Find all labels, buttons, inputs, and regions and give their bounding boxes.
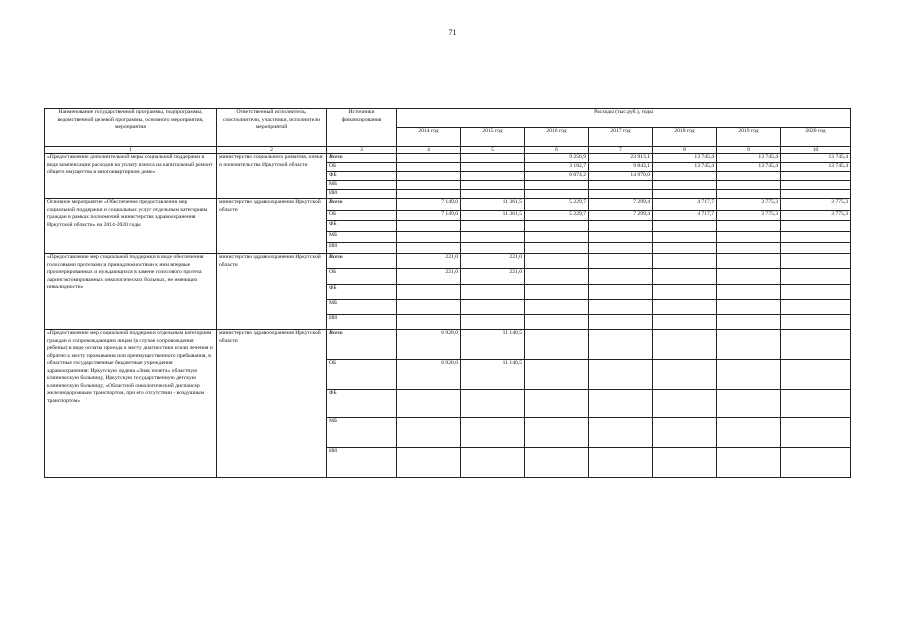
- expense-value-cell: [589, 181, 653, 190]
- expense-value-cell: [397, 172, 461, 181]
- expense-value-cell: 5 229,7: [525, 211, 589, 221]
- expense-value-cell: [781, 448, 851, 478]
- expense-value-cell: [397, 315, 461, 330]
- expense-value-cell: [653, 285, 717, 300]
- expense-value-cell: [589, 448, 653, 478]
- expense-value-cell: [653, 181, 717, 190]
- column-number: 6: [525, 147, 589, 154]
- header-year-2015: 2015 год: [461, 128, 525, 147]
- expense-value-cell: [653, 418, 717, 448]
- header-year-2014: 2014 год: [397, 128, 461, 147]
- header-program-name: Наименование государственной программы, подпрограммы, ведомственной целевой программы, основного мероприятия, мероприятия: [45, 109, 217, 147]
- expense-value-cell: [717, 390, 781, 418]
- table-row: [45, 330, 851, 360]
- column-number: 5: [461, 147, 525, 154]
- responsible-cell: министерство здравоохранения Иркутской области: [217, 330, 327, 478]
- column-number: 7: [589, 147, 653, 154]
- expense-value-cell: [461, 300, 525, 315]
- expense-value-cell: [525, 221, 589, 232]
- expense-value-cell: 5 229,7: [525, 199, 589, 211]
- expense-value-cell: [781, 232, 851, 243]
- expense-value-cell: 13 745,4: [781, 154, 851, 163]
- expense-value-cell: [717, 181, 781, 190]
- funding-source-cell: ФБ: [327, 221, 397, 232]
- expense-value-cell: 11 140,5: [461, 360, 525, 390]
- expense-value-cell: [397, 243, 461, 254]
- table-row: [45, 154, 851, 163]
- expense-value-cell: [589, 360, 653, 390]
- expense-value-cell: [397, 285, 461, 300]
- funding-source-cell: Всего: [327, 254, 397, 269]
- expense-value-cell: [653, 330, 717, 360]
- funding-source-cell: ОБ: [327, 163, 397, 172]
- expense-value-cell: 221,0: [461, 254, 525, 269]
- expense-value-cell: [525, 269, 589, 285]
- expense-value-cell: [781, 285, 851, 300]
- expense-value-cell: [653, 269, 717, 285]
- expense-value-cell: [781, 315, 851, 330]
- column-number: 1: [45, 147, 217, 154]
- expense-value-cell: [781, 190, 851, 199]
- expense-value-cell: [717, 285, 781, 300]
- expense-value-cell: [653, 221, 717, 232]
- expense-value-cell: 3 775,3: [717, 199, 781, 211]
- expense-value-cell: [717, 243, 781, 254]
- funding-source-cell: МБ: [327, 181, 397, 190]
- table-row: [45, 199, 851, 211]
- column-number: 3: [327, 147, 397, 154]
- expense-value-cell: [653, 254, 717, 269]
- header-year-2020: 2020 год: [781, 128, 851, 147]
- expense-value-cell: [461, 181, 525, 190]
- expense-value-cell: [525, 360, 589, 390]
- expense-value-cell: [589, 190, 653, 199]
- expense-value-cell: [589, 300, 653, 315]
- budget-body: [45, 154, 851, 478]
- funding-source-cell: МБ: [327, 232, 397, 243]
- funding-source-cell: ИИ: [327, 243, 397, 254]
- column-numbers-row: [45, 147, 851, 154]
- expense-value-cell: 6 928,0: [397, 360, 461, 390]
- expense-value-cell: [781, 390, 851, 418]
- expense-value-cell: [781, 254, 851, 269]
- expense-value-cell: [653, 315, 717, 330]
- expense-value-cell: 3 775,3: [717, 211, 781, 221]
- expense-value-cell: 13 745,4: [653, 154, 717, 163]
- expense-value-cell: [397, 418, 461, 448]
- column-number: 4: [397, 147, 461, 154]
- expense-value-cell: [589, 330, 653, 360]
- expense-value-cell: [717, 330, 781, 360]
- funding-source-cell: ФБ: [327, 390, 397, 418]
- expense-value-cell: [525, 285, 589, 300]
- expense-value-cell: 23 913,1: [589, 154, 653, 163]
- expense-value-cell: [717, 360, 781, 390]
- expense-value-cell: [397, 181, 461, 190]
- expense-value-cell: [781, 269, 851, 285]
- expense-value-cell: [717, 254, 781, 269]
- expense-value-cell: [589, 221, 653, 232]
- column-number: 10: [781, 147, 851, 154]
- expense-value-cell: [461, 243, 525, 254]
- header-year-2019: 2019 год: [717, 128, 781, 147]
- expense-value-cell: [589, 254, 653, 269]
- responsible-cell: министерство здравоохранения Иркутской области: [217, 254, 327, 330]
- expense-value-cell: [653, 172, 717, 181]
- expense-value-cell: [525, 390, 589, 418]
- expense-value-cell: [653, 448, 717, 478]
- expense-value-cell: [461, 190, 525, 199]
- expense-value-cell: [781, 221, 851, 232]
- expense-value-cell: [589, 269, 653, 285]
- column-number: 2: [217, 147, 327, 154]
- column-number: 8: [653, 147, 717, 154]
- expense-value-cell: [781, 300, 851, 315]
- expense-value-cell: [589, 243, 653, 254]
- expense-value-cell: [461, 154, 525, 163]
- expense-value-cell: 14 070,0: [589, 172, 653, 181]
- funding-source-cell: МБ: [327, 300, 397, 315]
- expense-value-cell: [589, 232, 653, 243]
- expense-value-cell: [461, 448, 525, 478]
- expense-value-cell: [653, 243, 717, 254]
- table-row: [45, 254, 851, 269]
- expense-value-cell: 7 149,0: [397, 199, 461, 211]
- expense-value-cell: [781, 243, 851, 254]
- expense-value-cell: [397, 390, 461, 418]
- expense-value-cell: [717, 300, 781, 315]
- column-number: 9: [717, 147, 781, 154]
- expense-value-cell: [397, 221, 461, 232]
- funding-source-cell: Всего: [327, 154, 397, 163]
- expense-value-cell: [653, 190, 717, 199]
- expense-value-cell: [461, 285, 525, 300]
- expense-value-cell: [525, 315, 589, 330]
- expense-value-cell: 9 843,1: [589, 163, 653, 172]
- funding-source-cell: Всего: [327, 199, 397, 211]
- expense-value-cell: 9 256,9: [525, 154, 589, 163]
- header-year-2016: 2016 год: [525, 128, 589, 147]
- expense-value-cell: [461, 163, 525, 172]
- expense-value-cell: 13 745,4: [717, 163, 781, 172]
- expense-value-cell: [397, 190, 461, 199]
- funding-source-cell: ОБ: [327, 269, 397, 285]
- expense-value-cell: [525, 448, 589, 478]
- expense-value-cell: [717, 448, 781, 478]
- expense-value-cell: [525, 254, 589, 269]
- expense-value-cell: 7 149,0: [397, 211, 461, 221]
- expense-value-cell: 7 299,4: [589, 211, 653, 221]
- expense-value-cell: [525, 190, 589, 199]
- program-name-cell: «Предоставление мер социальной поддержки в виде обеспечения голосовыми протезами и принадлежностями к ним впервые прооперированных и нуждающихся в замене голосового протеза ларингэктомированных онкологических больных, не имеющих инвалидности»: [45, 254, 217, 330]
- funding-source-cell: ИИ: [327, 315, 397, 330]
- expense-value-cell: [653, 232, 717, 243]
- expense-value-cell: [717, 172, 781, 181]
- expense-value-cell: [589, 418, 653, 448]
- expense-value-cell: 6 074,2: [525, 172, 589, 181]
- program-name-cell: «Предоставление мер социальной поддержки отдельным категориям граждан и сопровождающим лицам (в случае сопровождения ребенка) в виде оплаты проезда к месту диагностики и/или лечения и обратно к месту проживания или преимущественного пребывания, в областные государственные бюджетные учреждения здравоохранения: Иркутскую ордена «Знак почета» областную клиническую больницу, Иркутскую государственную детскую клиническую больницу, «Областной онкологический диспансер железнодорожным транспортом, при его отсутствии - воздушным транспортом»: [45, 330, 217, 478]
- expense-value-cell: [781, 418, 851, 448]
- expense-value-cell: [525, 243, 589, 254]
- header-expenses: Расходы (тыс.руб.), годы: [397, 109, 851, 128]
- program-name-cell: Основное мероприятие «Обеспечение предоставления мер социальной поддержки и социальных услуг отдельным категориям граждан в рамках полномочий министерства здравоохранения Иркутской области» на 2014-2020 годы: [45, 199, 217, 254]
- expense-value-cell: 3 775,3: [781, 211, 851, 221]
- header-year-2017: 2017 год: [589, 128, 653, 147]
- responsible-cell: министерство здравоохранения Иркутской области: [217, 199, 327, 254]
- expense-value-cell: [717, 269, 781, 285]
- funding-source-cell: Всего: [327, 330, 397, 360]
- expense-value-cell: 4 717,7: [653, 199, 717, 211]
- expense-value-cell: 221,0: [397, 254, 461, 269]
- expense-value-cell: 3 775,3: [781, 199, 851, 211]
- expense-value-cell: 13 745,4: [717, 154, 781, 163]
- expense-value-cell: 4 717,7: [653, 211, 717, 221]
- expense-value-cell: [461, 315, 525, 330]
- expense-value-cell: [525, 418, 589, 448]
- expense-value-cell: [653, 390, 717, 418]
- header-responsible: Ответственный исполнитель, соисполнители, участники, исполнители мероприятий: [217, 109, 327, 147]
- funding-source-cell: ИИ: [327, 190, 397, 199]
- header-year-2018: 2018 год: [653, 128, 717, 147]
- funding-source-cell: ФБ: [327, 172, 397, 181]
- expense-value-cell: 11 361,5: [461, 199, 525, 211]
- responsible-cell: министерство социального развития, опеки и попечительства Иркутской области: [217, 154, 327, 199]
- expense-value-cell: [397, 154, 461, 163]
- expense-value-cell: 13 745,4: [653, 163, 717, 172]
- expense-value-cell: 6 928,0: [397, 330, 461, 360]
- expense-value-cell: [397, 448, 461, 478]
- expense-value-cell: 221,0: [397, 269, 461, 285]
- expense-value-cell: 11 361,5: [461, 211, 525, 221]
- expense-value-cell: [589, 390, 653, 418]
- expense-value-cell: [397, 232, 461, 243]
- expense-value-cell: [461, 221, 525, 232]
- funding-source-cell: ФБ: [327, 285, 397, 300]
- expense-value-cell: [653, 360, 717, 390]
- expense-value-cell: [781, 360, 851, 390]
- expense-value-cell: [461, 232, 525, 243]
- expense-value-cell: [717, 190, 781, 199]
- funding-source-cell: МБ: [327, 418, 397, 448]
- expense-value-cell: 11 140,5: [461, 330, 525, 360]
- program-name-cell: «Предоставление дополнительной меры социальной поддержки в виде компенсации расходов на уплату взноса на капитальный ремонт общего имущества в многоквартирном доме»: [45, 154, 217, 199]
- expense-value-cell: [525, 300, 589, 315]
- page-number: 71: [448, 28, 457, 37]
- expense-value-cell: 7 299,4: [589, 199, 653, 211]
- expense-value-cell: [589, 285, 653, 300]
- expense-value-cell: [589, 315, 653, 330]
- funding-source-cell: ОБ: [327, 360, 397, 390]
- expense-value-cell: [461, 390, 525, 418]
- expense-value-cell: [397, 163, 461, 172]
- expense-value-cell: [397, 300, 461, 315]
- expense-value-cell: 221,0: [461, 269, 525, 285]
- expense-value-cell: [525, 330, 589, 360]
- expense-value-cell: [717, 418, 781, 448]
- expense-value-cell: [717, 232, 781, 243]
- expense-value-cell: [781, 181, 851, 190]
- expense-value-cell: [653, 300, 717, 315]
- expense-value-cell: 13 745,4: [781, 163, 851, 172]
- expense-value-cell: [781, 330, 851, 360]
- header-funding-sources: Источники финансирования: [327, 109, 397, 147]
- funding-source-cell: ИИ: [327, 448, 397, 478]
- budget-table: [44, 108, 851, 478]
- expense-value-cell: [717, 315, 781, 330]
- expense-value-cell: [461, 418, 525, 448]
- expense-value-cell: [461, 172, 525, 181]
- expense-value-cell: [525, 181, 589, 190]
- expense-value-cell: [781, 172, 851, 181]
- expense-value-cell: [717, 221, 781, 232]
- expense-value-cell: [525, 232, 589, 243]
- expense-value-cell: 3 182,7: [525, 163, 589, 172]
- funding-source-cell: ОБ: [327, 211, 397, 221]
